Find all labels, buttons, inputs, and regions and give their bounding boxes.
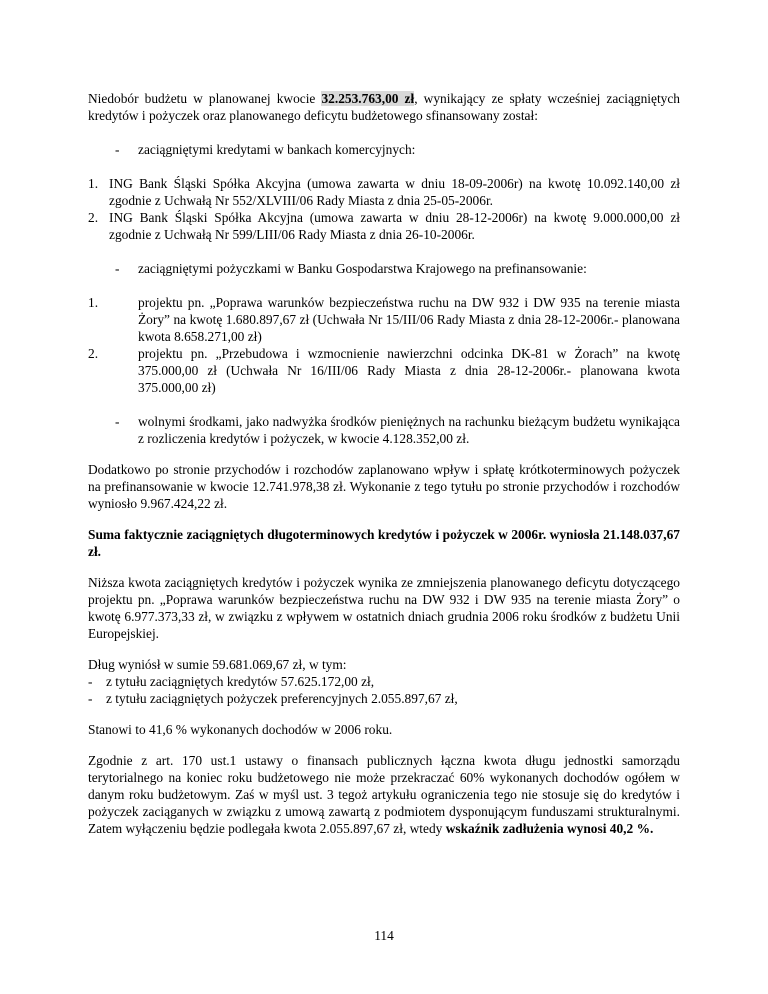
law-text: Zgodnie z art. 170 ust.1 ustawy o finansach publicznych łączna kwota długu jednostki samorządu terytorialnego na koniec roku budżetowego nie może przekraczać 60% wykonanych dochodów ogółem w danym roku budżetowym. Zaś w myśl ust. 3 tegoż artykułu ograniczenia tego nie stosuje się do kredytów i pożyczek zaciąganych w związku z umową zawartą z podmiotem dysponującym funduszami strukturalnymi. Zatem wyłączeniu będzie podlegała kwota 2.055.897,67 zł, wtedy (88, 753, 680, 836)
intro-text-2: , wynikający ze spłaty wcześniej zaciągniętych kredytów i pożyczek oraz planowanego deficytu budżetowego sfinansowany został: (88, 91, 680, 123)
list-item-text: projektu pn. „Przebudowa i wzmocnienie nawierzchni odcinka DK-81 w Żorach” na kwotę 375.000,00 zł (Uchwała Nr 16/III/06 Rady Miasta z dnia 28-12-2006r.- planowana kwota 375.000,00 zł) (138, 346, 680, 395)
list-item (88, 209, 680, 243)
list-marker: 1. (88, 176, 99, 191)
dash-marker: - (88, 674, 93, 689)
sum-text: Suma faktycznie zaciągniętych długoterminowych kredytów i pożyczek w 2006r. wyniosła 21.148.037,67 zł. (88, 527, 680, 559)
list-item (88, 294, 680, 345)
list-item-text: ING Bank Śląski Spółka Akcyjna (umowa zawarta w dniu 18-09-2006r) na kwotę 10.092.140,00 zł zgodnie z Uchwałą Nr 552/XLVIII/06 Rady Miasta z dnia 25-05-2006r. (109, 176, 680, 208)
sum-paragraph (88, 526, 680, 560)
lower-amount-paragraph: Niższa kwota zaciągniętych kredytów i pożyczek wynika ze zmniejszenia planowanego deficytu dotyczącego projektu pn. „Poprawa warunków bezpieczeństwa ruchu na DW 932 i DW 935 na terenie miasta Żory” o kwotę 6.977.373,33 zł, w związku z wpływem w ostatnich dniach grudnia 2006 roku środków z budżetu Unii Europejskiej. (88, 575, 680, 641)
dash-marker: - (88, 691, 93, 706)
share-paragraph: Stanowi to 41,6 % wykonanych dochodów w 2006 roku. (88, 722, 393, 737)
list-item-text: projektu pn. „Poprawa warunków bezpieczeństwa ruchu na DW 932 i DW 935 na terenie miasta Żory” na kwotę 1.680.897,67 zł (Uchwała Nr 15/III/06 Rady Miasta z dnia 28-12-2006r.- planowana kwota 8.658.271,00 zł) (138, 295, 680, 344)
law-paragraph (88, 752, 680, 837)
dash-marker: - (115, 142, 120, 157)
page-number: 114 (374, 928, 394, 943)
additional-paragraph: Dodatkowo po stronie przychodów i rozchodów zaplanowano wpływ i spłatę krótkoterminowych pożyczek na prefinansowanie w kwocie 12.741.978,38 zł. Wykonanie z tego tytułu po stronie przychodów i rozchodów wyniosło 9.967.424,22 zł. (88, 462, 680, 511)
section-loans-text: zaciągniętymi pożyczkami w Banku Gospodarstwa Krajowego na prefinansowanie: (138, 261, 587, 276)
section-credits-text: zaciągniętymi kredytami w bankach komercyjnych: (138, 142, 416, 157)
list-item-text: z tytułu zaciągniętych pożyczek preferencyjnych 2.055.897,67 zł, (106, 691, 458, 706)
section-free-funds-text: wolnymi środkami, jako nadwyżka środków pieniężnych na rachunku bieżącym budżetu wynikająca z rozliczenia kredytów i pożyczek, w kwocie 4.128.352,00 zł. (138, 414, 680, 446)
section-credits (88, 141, 680, 158)
intro-paragraph (88, 90, 680, 124)
debt-intro: Dług wyniósł w sumie 59.681.069,67 zł, w tym: (88, 657, 347, 672)
dash-marker: - (115, 261, 120, 276)
list-item (88, 673, 680, 690)
list-marker: 2. (88, 210, 99, 225)
list-item-text: ING Bank Śląski Spółka Akcyjna (umowa zawarta w dniu 28-12-2006r) na kwotę 9.000.000,00 zł zgodnie z Uchwałą Nr 599/LIII/06 Rady Miasta z dnia 26-10-2006r. (109, 210, 680, 242)
intro-text-1: Niedobór budżetu w planowanej kwocie (88, 91, 322, 106)
list-item-text: z tytułu zaciągniętych kredytów 57.625.172,00 zł, (106, 674, 375, 689)
debt-ratio: wskaźnik zadłużenia wynosi 40,2 %. (445, 821, 654, 836)
document-page (88, 90, 680, 837)
list-item (88, 690, 680, 707)
list-marker: 1. (88, 295, 99, 310)
list-item (88, 345, 680, 396)
list-item (88, 175, 680, 209)
section-free-funds (88, 413, 680, 447)
deficit-amount: 32.253.763,00 zł (321, 91, 415, 106)
section-loans (88, 260, 680, 277)
dash-marker: - (115, 414, 120, 429)
list-marker: 2. (88, 346, 99, 361)
